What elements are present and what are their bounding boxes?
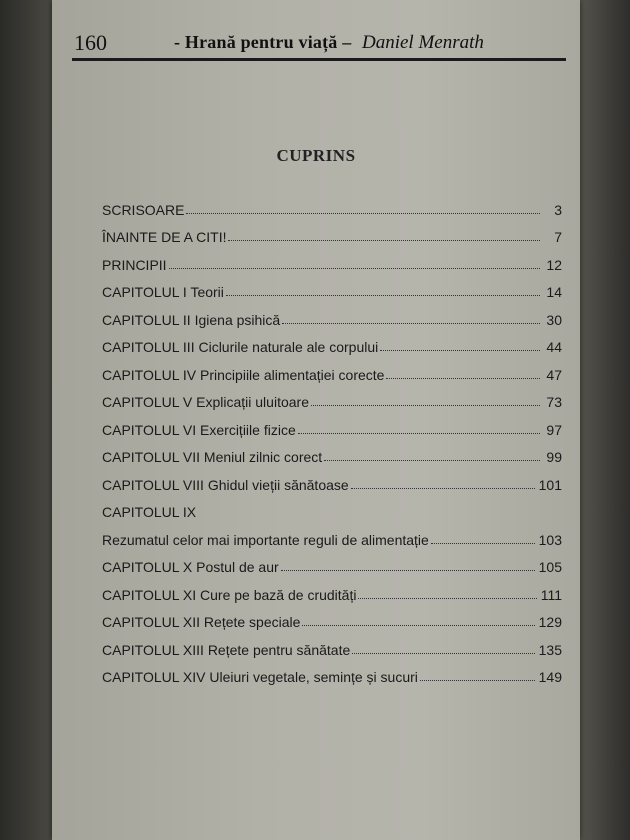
toc-entry-page: 7 — [554, 229, 562, 245]
toc-entry-label: CAPITOLUL XI Cure pe bază de crudități — [102, 586, 357, 603]
toc-title: CUPRINS — [276, 146, 356, 165]
toc-dot-leader — [311, 405, 540, 406]
toc-dot-leader — [186, 213, 540, 214]
toc-entry-page: 135 — [538, 641, 562, 658]
toc-entry — [102, 355, 562, 383]
toc-entry-page: 129 — [538, 614, 562, 630]
toc-entry — [102, 548, 562, 576]
toc-entry-label: ÎNAINTE DE A CITI! — [102, 229, 227, 245]
toc-entry — [102, 520, 562, 548]
book-spine-shadow — [0, 0, 52, 840]
toc-entry-label: CAPITOLUL XIV Uleiuri vegetale, semințe și sucuri — [102, 669, 418, 685]
toc-entry — [102, 465, 562, 493]
toc-entry-page: 12 — [546, 256, 562, 273]
toc-entry — [102, 658, 562, 686]
toc-entry — [102, 438, 562, 466]
running-header — [74, 30, 564, 56]
toc-dot-leader — [380, 350, 540, 351]
book-page — [52, 0, 580, 840]
toc-entry-label: SCRISOARE — [102, 201, 185, 218]
toc-entry — [102, 328, 562, 356]
toc-entry-page: 3 — [554, 201, 562, 218]
toc-entry-label: CAPITOLUL I Teorii — [102, 284, 224, 300]
toc-dot-leader — [281, 570, 535, 571]
toc-entry-label: CAPITOLUL XIII Rețete pentru sănătate — [102, 641, 351, 658]
toc-dot-leader — [298, 433, 540, 434]
toc-entry — [102, 383, 562, 411]
toc-dot-leader — [431, 543, 535, 544]
header-rule — [72, 58, 566, 61]
toc-entry-label: CAPITOLUL IX — [102, 504, 197, 520]
toc-dot-leader — [358, 598, 536, 599]
toc-entry-label: CAPITOLUL X Postul de aur — [102, 559, 279, 575]
toc-entry — [102, 603, 562, 631]
toc-entry-page: 73 — [546, 394, 562, 410]
toc-entry-page: 97 — [546, 421, 562, 438]
toc-entry — [102, 245, 562, 273]
toc-entry-page: 111 — [540, 586, 562, 603]
toc-entry-page: 44 — [546, 339, 562, 355]
toc-entry-page: 30 — [546, 311, 562, 328]
toc-dot-leader — [169, 268, 540, 269]
toc-entry-label: CAPITOLUL XII Rețete speciale — [102, 614, 301, 630]
toc-entry-page: 105 — [538, 559, 562, 575]
toc-entry-label: CAPITOLUL III Ciclurile naturale ale corpului — [102, 339, 379, 355]
toc-dot-leader — [420, 680, 535, 681]
toc-entry-label: PRINCIPII — [102, 256, 167, 273]
toc-entry-page: 14 — [546, 284, 562, 300]
book-edge-shadow — [580, 0, 630, 840]
toc-dot-leader — [302, 625, 534, 626]
toc-entry — [102, 218, 562, 246]
toc-entry-label: Rezumatul celor mai importante reguli de alimentație — [102, 531, 429, 548]
toc-entry-page: 99 — [546, 449, 562, 465]
toc-entry-label: CAPITOLUL VII Meniul zilnic corect — [102, 449, 323, 465]
toc-entry — [102, 410, 562, 438]
toc-dot-leader — [386, 378, 540, 379]
toc-entry-label: CAPITOLUL VI Exercițiile fizice — [102, 421, 296, 438]
toc-entry — [102, 273, 562, 301]
toc-dot-leader — [352, 653, 534, 654]
toc-entry-page: 149 — [538, 669, 562, 685]
toc-dot-leader — [226, 295, 540, 296]
running-author: Daniel Menrath — [362, 32, 484, 53]
running-title: - Hrană pentru viață – — [174, 32, 352, 52]
toc-entry-page: 101 — [538, 476, 562, 493]
toc-entry — [102, 575, 562, 603]
toc-entry-page: 47 — [546, 366, 562, 383]
toc-entry-label: CAPITOLUL VIII Ghidul vieții sănătoase — [102, 476, 349, 493]
toc-entry-label: CAPITOLUL II Igiena psihică — [102, 311, 281, 328]
toc-entry — [102, 300, 562, 328]
toc-entry — [102, 190, 562, 218]
page-number: 160 — [74, 30, 107, 55]
toc-entry-label: CAPITOLUL V Explicații uluitoare — [102, 394, 309, 410]
toc-dot-leader — [324, 460, 540, 461]
table-of-contents — [102, 190, 562, 685]
toc-dot-leader — [228, 240, 540, 241]
toc-entry — [102, 630, 562, 658]
toc-dot-leader — [351, 488, 535, 489]
toc-dot-leader — [282, 323, 540, 324]
toc-entry-label: CAPITOLUL IV Principiile alimentației corecte — [102, 366, 385, 383]
toc-entry — [102, 493, 562, 521]
toc-entry-page: 103 — [538, 531, 562, 548]
